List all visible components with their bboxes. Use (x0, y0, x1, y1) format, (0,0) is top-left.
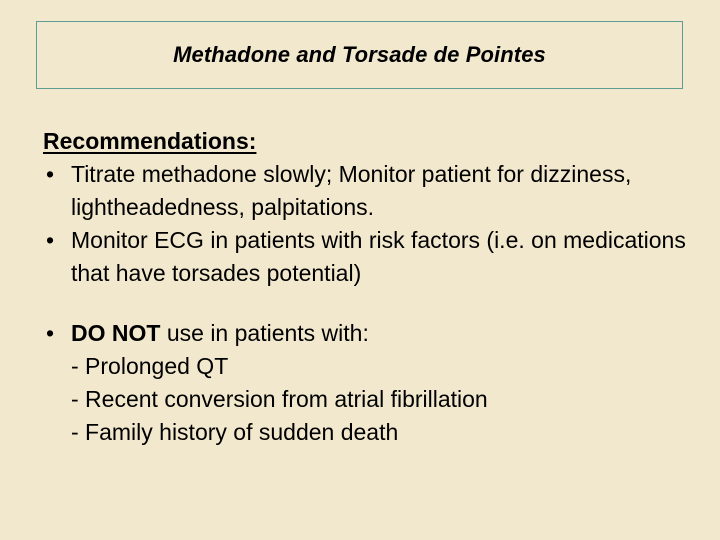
contraindication-sub-item: - Prolonged QT (71, 353, 229, 379)
title-box (36, 21, 683, 89)
bullet-icon: • (46, 227, 55, 253)
do-not-emphasis: DO NOT (71, 320, 161, 346)
recommendation-item-titrate (43, 158, 693, 224)
contraindication-sub-item: - Family history of sudden death (71, 419, 399, 445)
bullet-icon: • (46, 161, 55, 187)
recommendation-text: Titrate methadone slowly; Monitor patient for dizziness, lightheadedness, palpitations. (71, 161, 632, 220)
recommendations-heading: Recommendations: (43, 128, 257, 154)
recommendation-text: Monitor ECG in patients with risk factors (i.e. on medications that have torsades potential) (71, 227, 686, 286)
contraindication-lead: use in patients with: (160, 320, 369, 346)
spacer (43, 290, 693, 317)
recommendation-item-monitor-ecg (43, 224, 693, 290)
slide-content (43, 125, 693, 449)
contraindication-text (71, 317, 693, 449)
bullet-icon: • (46, 320, 55, 346)
slide-title: Methadone and Torsade de Pointes (173, 42, 546, 67)
contraindication-sub-item: - Recent conversion from atrial fibrillation (71, 386, 488, 412)
contraindication-item (43, 317, 693, 449)
